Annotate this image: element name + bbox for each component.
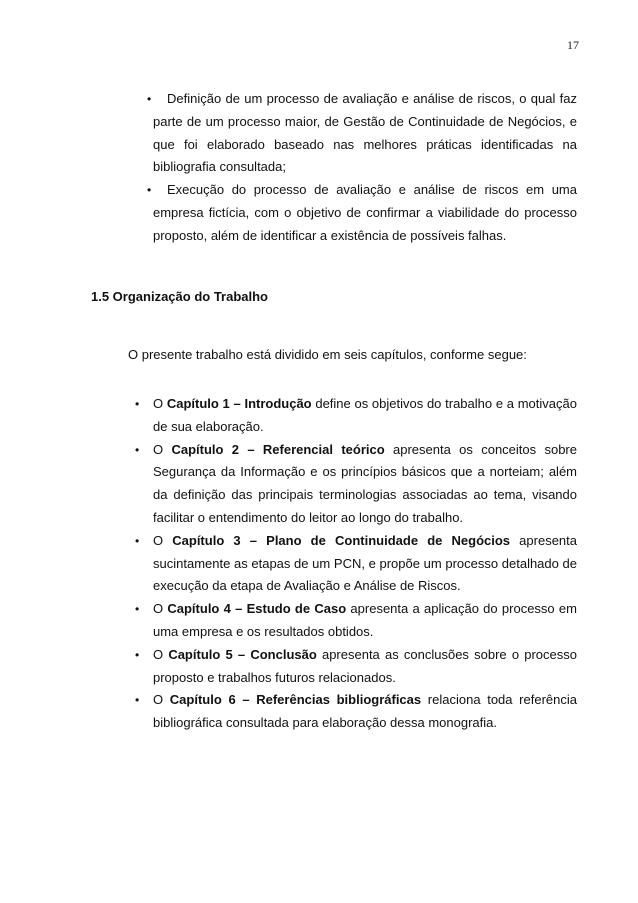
- bullet-icon: •: [147, 183, 152, 198]
- chapter-item: • O Capítulo 5 – Conclusão apresenta as conclusões sobre o processo proposto e trabalhos futuros relacionados.: [153, 644, 577, 690]
- chapter-list: [0, 393, 638, 735]
- bullet-icon: •: [135, 533, 140, 548]
- list-item-text: Definição de um processo de avaliação e análise de riscos, o qual faz parte de um processo maior, de Gestão de Continuidade de Negócios, e que foi elaborado baseado nas melhores práticas identificadas na bibliografia consultada;: [153, 91, 577, 175]
- chapter-item: • O Capítulo 4 – Estudo de Caso apresenta a aplicação do processo em uma empresa e os resultados obtidos.: [153, 598, 577, 644]
- chapter-description: apresenta a aplicação do processo em uma empresa e os resultados obtidos.: [153, 601, 577, 639]
- intro-paragraph: O presente trabalho está dividido em seis capítulos, conforme segue:: [128, 347, 527, 362]
- list-item: [147, 88, 577, 179]
- chapter-description: apresenta os conceitos sobre Segurança da Informação e os princípios básicos que a norteiam; além da definição das principais terminologias associadas ao tema, visando facilitar o entendimento do leitor ao longo do trabalho.: [153, 441, 577, 525]
- chapter-description: apresenta as conclusões sobre o processo proposto e trabalhos futuros relacionados.: [153, 646, 577, 685]
- chapter-title: Capítulo 6 – Referências bibliográficas: [169, 692, 422, 708]
- chapter-item: • O Capítulo 3 – Plano de Continuidade de Negócios apresenta sucintamente as etapas de um PCN, e propõe um processo detalhado de execução da etapa de Avaliação e Análise de Riscos.: [153, 530, 577, 598]
- list-item: [147, 179, 577, 247]
- chapter-description: relaciona toda referência bibliográfica consultada para elaboração dessa monografia.: [153, 692, 577, 731]
- bullet-icon: •: [135, 397, 140, 411]
- chapter-item: • O Capítulo 1 – Introdução define os objetivos do trabalho e a motivação de sua elaboração.: [153, 393, 577, 439]
- chapter-description: define os objetivos do trabalho e a motivação de sua elaboração.: [153, 396, 577, 434]
- bullet-icon: •: [147, 92, 152, 106]
- bullet-icon: •: [135, 442, 140, 457]
- chapter-title: Capítulo 5 – Conclusão: [168, 646, 317, 662]
- bullet-icon: •: [135, 602, 140, 617]
- chapter-title: Capítulo 3 – Plano de Continuidade de Negócios: [172, 532, 511, 548]
- list-item-text: Execução do processo de avaliação e análise de riscos em uma empresa fictícia, com o objetivo de confirmar a viabilidade do processo proposto, além de identificar a existência de possíveis falhas.: [153, 182, 577, 243]
- bullet-icon: •: [135, 693, 140, 708]
- objectives-list: [0, 88, 638, 248]
- chapter-title: Capítulo 4 – Estudo de Caso: [167, 601, 347, 617]
- section-heading: 1.5 Organização do Trabalho: [91, 289, 268, 304]
- chapter-description: apresenta sucintamente as etapas de um PCN, e propõe um processo detalhado de execução da etapa de Avaliação e Análise de Riscos.: [153, 532, 577, 594]
- chapter-item: • O Capítulo 6 – Referências bibliográficas relaciona toda referência bibliográfica consultada para elaboração dessa monografia.: [153, 689, 577, 735]
- bullet-icon: •: [135, 647, 140, 662]
- chapter-title: Capítulo 1 – Introdução: [166, 396, 312, 411]
- chapter-item: • O Capítulo 2 – Referencial teórico apresenta os conceitos sobre Segurança da Informação e os princípios básicos que a norteiam; além da definição das principais terminologias associadas ao tema, visando facilitar o entendimento do leitor ao longo do trabalho.: [153, 439, 577, 530]
- chapter-title: Capítulo 2 – Referencial teórico: [171, 441, 385, 457]
- page-number: 17: [567, 38, 579, 52]
